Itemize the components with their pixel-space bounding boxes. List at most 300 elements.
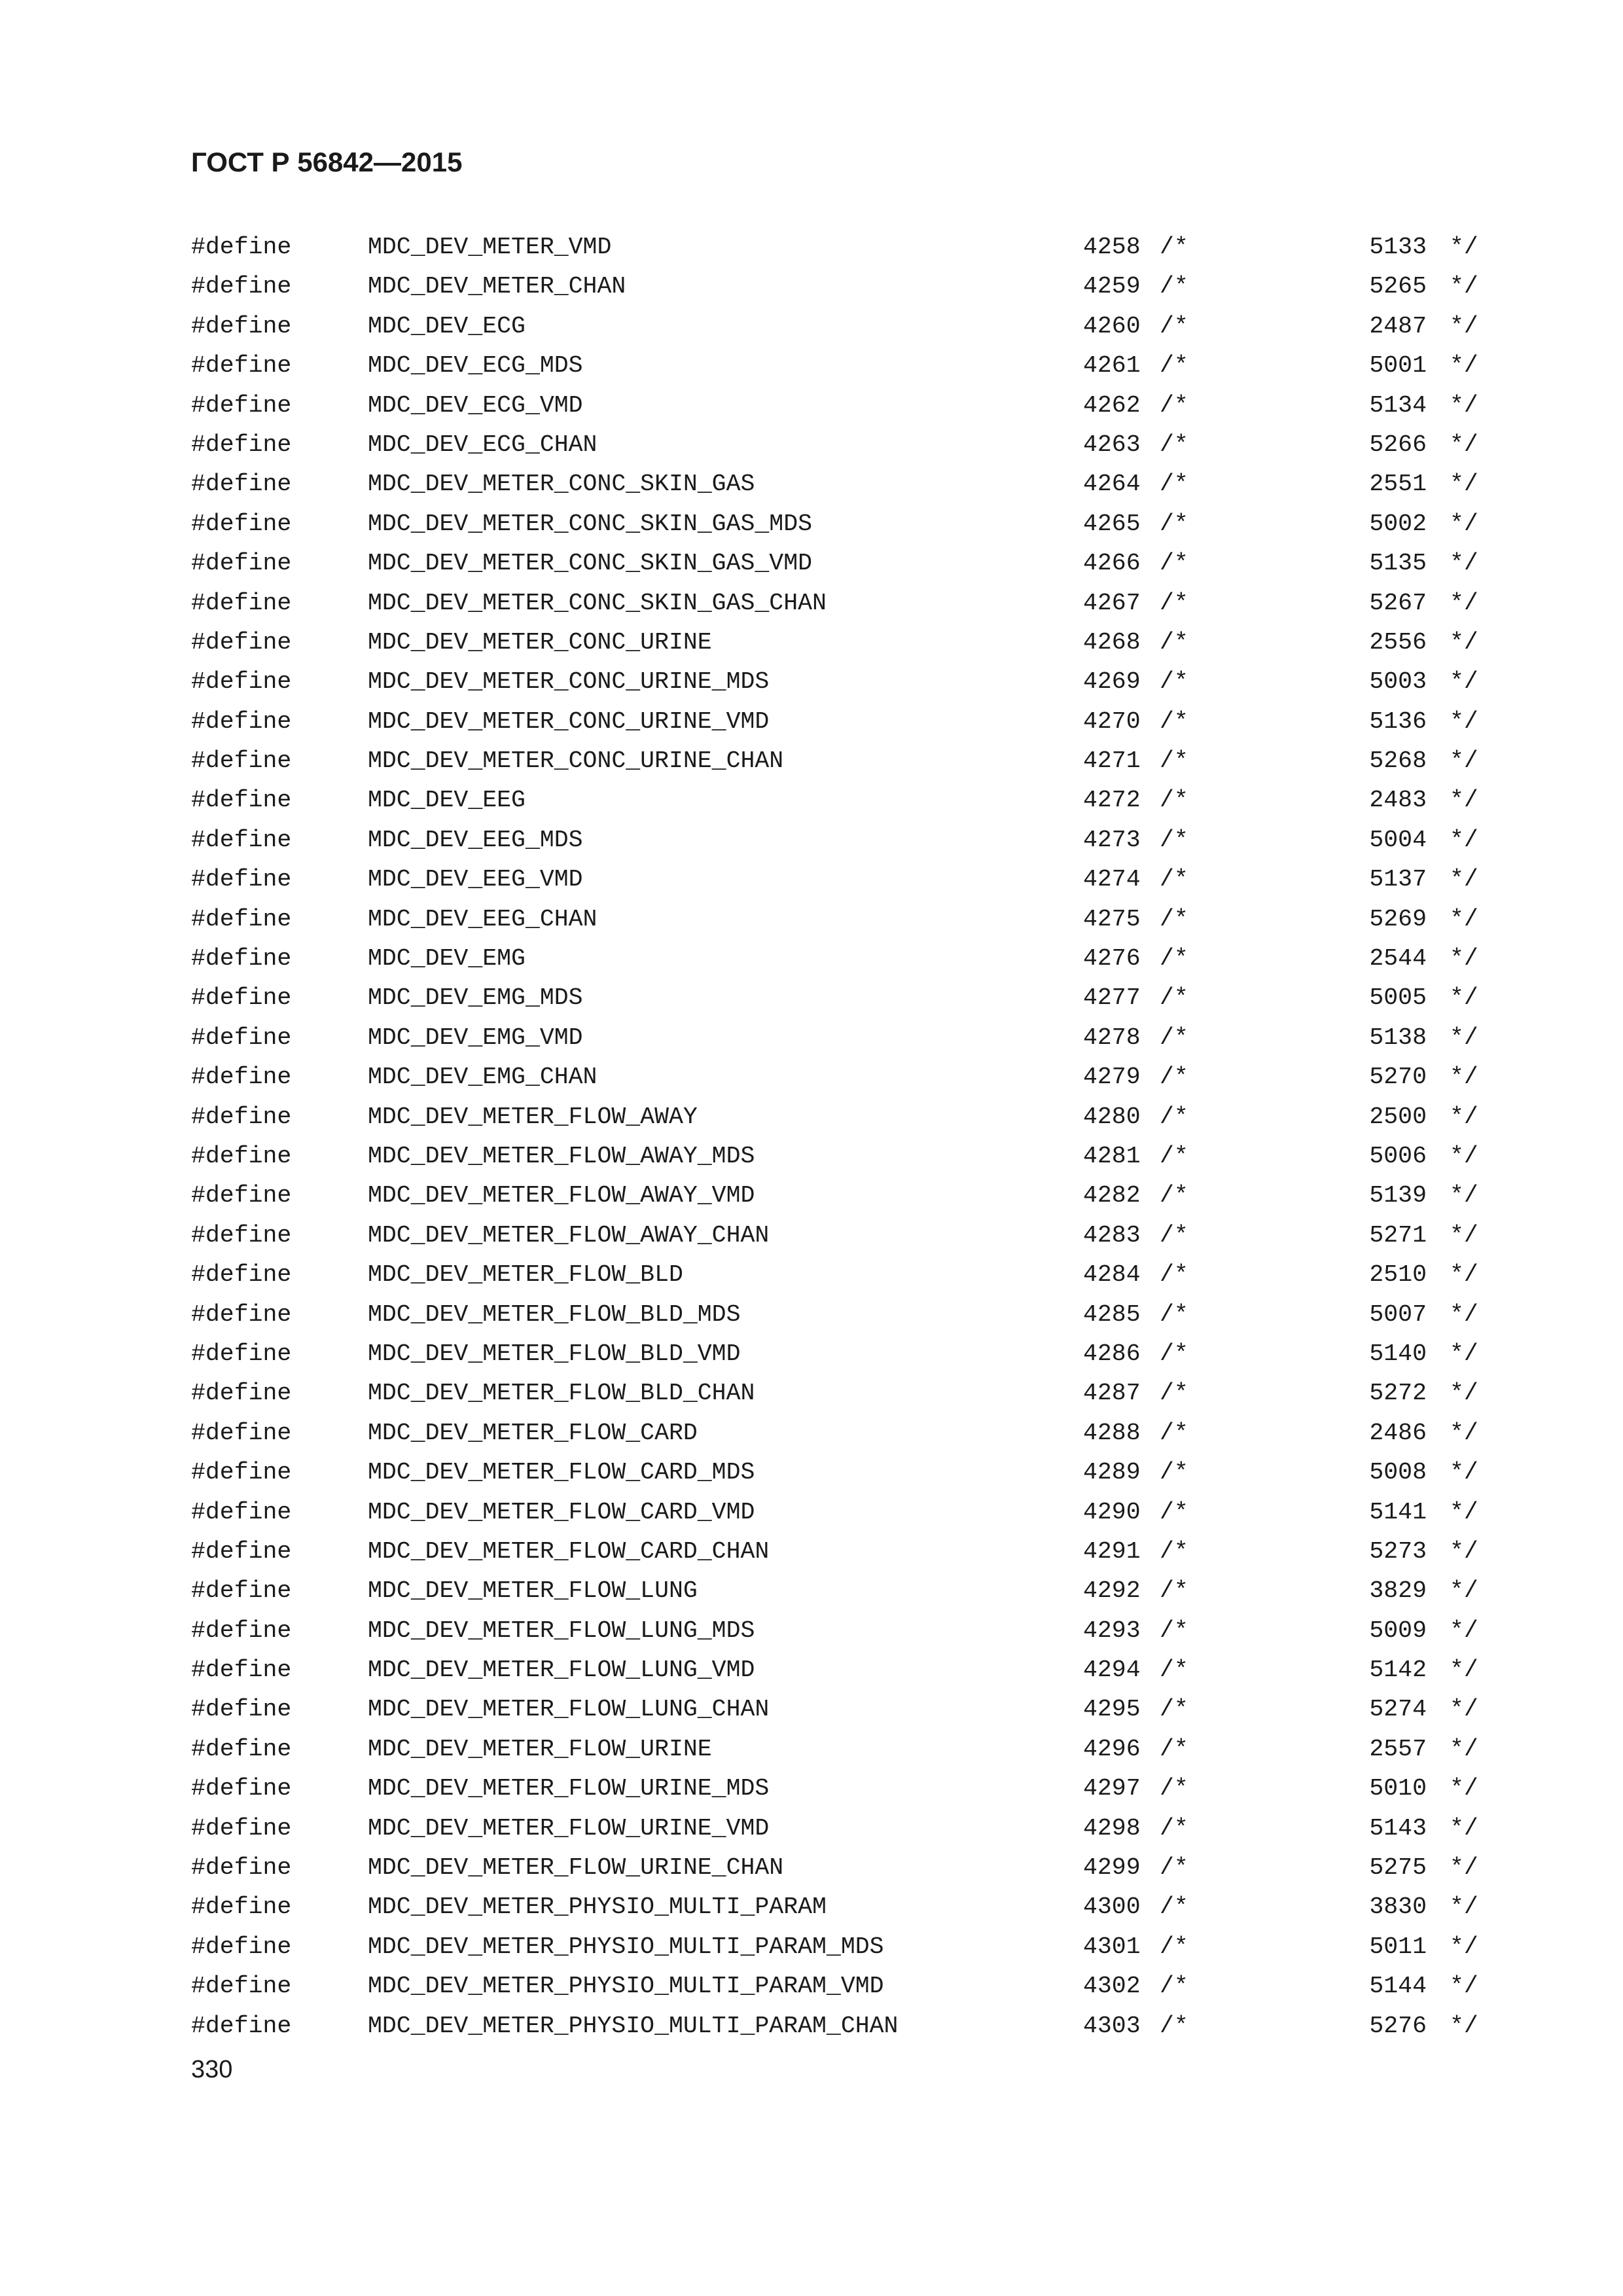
comment-close: */ — [1450, 668, 1478, 696]
comment-close: */ — [1450, 234, 1478, 260]
comment-open: /* — [1160, 1142, 1188, 1170]
comment-reference: 5001 — [1369, 352, 1427, 380]
comment-close: */ — [1450, 1933, 1478, 1960]
comment-close: */ — [1450, 352, 1478, 380]
macro-name: MDC_DEV_METER_FLOW_LUNG — [368, 1577, 698, 1605]
code-line — [0, 1216, 1623, 1255]
comment-close: */ — [1450, 826, 1478, 853]
define-keyword: #define — [191, 2012, 292, 2039]
comment-close: */ — [1450, 1854, 1478, 1882]
comment-close: */ — [1450, 471, 1478, 498]
comment-open: /* — [1160, 945, 1188, 973]
define-keyword: #define — [191, 1893, 292, 1921]
comment-reference: 2487 — [1369, 312, 1427, 340]
comment-reference: 5271 — [1369, 1221, 1427, 1249]
code-line — [0, 978, 1623, 1018]
define-keyword: #define — [191, 1814, 292, 1842]
macro-name: MDC_DEV_METER_FLOW_AWAY_MDS — [368, 1142, 755, 1170]
macro-name: MDC_DEV_METER_FLOW_AWAY — [368, 1103, 698, 1130]
macro-name: MDC_DEV_EEG_CHAN — [368, 905, 597, 933]
macro-name: MDC_DEV_ECG_VMD — [368, 391, 583, 419]
comment-reference: 2510 — [1369, 1261, 1427, 1289]
code-line — [0, 1058, 1623, 1097]
macro-name: MDC_DEV_ECG_MDS — [368, 352, 583, 380]
comment-open: /* — [1160, 1103, 1188, 1130]
macro-value: 4265 — [1083, 510, 1141, 537]
macro-value: 4272 — [1083, 787, 1141, 814]
comment-open: /* — [1160, 2012, 1188, 2039]
define-keyword: #define — [191, 628, 292, 656]
macro-name: MDC_DEV_EMG — [368, 945, 526, 973]
define-keyword: #define — [191, 1340, 292, 1367]
document-header — [191, 145, 462, 179]
macro-value: 4291 — [1083, 1537, 1141, 1565]
comment-close: */ — [1450, 1775, 1478, 1803]
code-line — [0, 1335, 1623, 1374]
code-line — [0, 1374, 1623, 1413]
macro-name: MDC_DEV_METER_FLOW_AWAY_CHAN — [368, 1221, 770, 1249]
code-line — [0, 1611, 1623, 1651]
define-keyword: #define — [191, 747, 292, 775]
code-listing — [0, 228, 1623, 2046]
macro-name: MDC_DEV_METER_PHYSIO_MULTI_PARAM_CHAN — [368, 2012, 899, 2039]
comment-open: /* — [1160, 826, 1188, 853]
macro-value: 4293 — [1083, 1617, 1141, 1644]
code-line — [0, 623, 1623, 662]
define-keyword: #define — [191, 589, 292, 617]
code-line — [0, 425, 1623, 465]
comment-reference: 5135 — [1369, 550, 1427, 577]
comment-close: */ — [1450, 1973, 1478, 2000]
comment-close: */ — [1450, 1380, 1478, 1407]
define-keyword: #define — [191, 273, 292, 300]
code-line — [0, 1493, 1623, 1532]
code-line — [0, 1571, 1623, 1611]
macro-name: MDC_DEV_METER_FLOW_CARD_MDS — [368, 1459, 755, 1486]
macro-value: 4275 — [1083, 905, 1141, 933]
macro-value: 4269 — [1083, 668, 1141, 696]
comment-close: */ — [1450, 1735, 1478, 1763]
comment-open: /* — [1160, 1064, 1188, 1091]
comment-reference: 2544 — [1369, 945, 1427, 973]
comment-reference: 2551 — [1369, 471, 1427, 498]
comment-close: */ — [1450, 2012, 1478, 2039]
define-keyword: #define — [191, 1024, 292, 1051]
comment-close: */ — [1450, 866, 1478, 893]
comment-close: */ — [1450, 1261, 1478, 1289]
comment-close: */ — [1450, 787, 1478, 814]
define-keyword: #define — [191, 312, 292, 340]
comment-close: */ — [1450, 1142, 1478, 1170]
comment-close: */ — [1450, 1340, 1478, 1367]
define-keyword: #define — [191, 550, 292, 577]
macro-value: 4283 — [1083, 1221, 1141, 1249]
macro-value: 4301 — [1083, 1933, 1141, 1960]
macro-name: MDC_DEV_METER_CONC_SKIN_GAS_VMD — [368, 550, 813, 577]
macro-name: MDC_DEV_EEG — [368, 787, 526, 814]
comment-open: /* — [1160, 628, 1188, 656]
define-keyword: #define — [191, 1142, 292, 1170]
comment-reference: 5276 — [1369, 2012, 1427, 2039]
code-line — [0, 346, 1623, 386]
macro-value: 4282 — [1083, 1182, 1141, 1210]
code-line — [0, 1295, 1623, 1335]
comment-open: /* — [1160, 1498, 1188, 1526]
macro-value: 4297 — [1083, 1775, 1141, 1803]
code-line — [0, 1018, 1623, 1058]
macro-name: MDC_DEV_METER_FLOW_CARD — [368, 1419, 698, 1446]
code-line — [0, 900, 1623, 939]
macro-name: MDC_DEV_METER_FLOW_LUNG_CHAN — [368, 1696, 770, 1723]
define-keyword: #define — [191, 1498, 292, 1526]
comment-reference: 5143 — [1369, 1814, 1427, 1842]
code-line — [0, 1690, 1623, 1729]
code-line — [0, 1137, 1623, 1176]
define-keyword: #define — [191, 352, 292, 380]
define-keyword: #define — [191, 431, 292, 458]
comment-reference: 5138 — [1369, 1024, 1427, 1051]
comment-reference: 5273 — [1369, 1537, 1427, 1565]
standard-title: ГОСТ Р 56842—2015 — [191, 147, 463, 177]
macro-name: MDC_DEV_METER_FLOW_BLD_CHAN — [368, 1380, 755, 1407]
code-line — [0, 662, 1623, 702]
macro-value: 4292 — [1083, 1577, 1141, 1605]
comment-close: */ — [1450, 589, 1478, 617]
define-keyword: #define — [191, 1380, 292, 1407]
comment-open: /* — [1160, 1024, 1188, 1051]
code-line — [0, 939, 1623, 978]
comment-close: */ — [1450, 1221, 1478, 1249]
comment-reference: 5142 — [1369, 1657, 1427, 1684]
macro-value: 4268 — [1083, 628, 1141, 656]
comment-close: */ — [1450, 628, 1478, 656]
define-keyword: #define — [191, 787, 292, 814]
macro-value: 4259 — [1083, 273, 1141, 300]
macro-name: MDC_DEV_METER_CONC_SKIN_GAS_MDS — [368, 510, 813, 537]
define-keyword: #define — [191, 1973, 292, 2000]
macro-value: 4266 — [1083, 550, 1141, 577]
comment-open: /* — [1160, 273, 1188, 300]
comment-open: /* — [1160, 1577, 1188, 1605]
comment-reference: 5004 — [1369, 826, 1427, 853]
macro-value: 4284 — [1083, 1261, 1141, 1289]
comment-close: */ — [1450, 550, 1478, 577]
code-line — [0, 702, 1623, 742]
comment-close: */ — [1450, 905, 1478, 933]
comment-reference: 5274 — [1369, 1696, 1427, 1723]
comment-close: */ — [1450, 510, 1478, 537]
comment-reference: 5269 — [1369, 905, 1427, 933]
comment-close: */ — [1450, 1696, 1478, 1723]
comment-open: /* — [1160, 1814, 1188, 1842]
comment-reference: 5010 — [1369, 1775, 1427, 1803]
code-line — [0, 781, 1623, 820]
define-keyword: #define — [191, 1696, 292, 1723]
comment-open: /* — [1160, 550, 1188, 577]
macro-value: 4270 — [1083, 708, 1141, 735]
define-keyword: #define — [191, 1854, 292, 1882]
macro-name: MDC_DEV_METER_FLOW_URINE_VMD — [368, 1814, 770, 1842]
comment-open: /* — [1160, 391, 1188, 419]
macro-value: 4278 — [1083, 1024, 1141, 1051]
define-keyword: #define — [191, 826, 292, 853]
comment-reference: 5008 — [1369, 1459, 1427, 1486]
code-line — [0, 1255, 1623, 1295]
macro-value: 4279 — [1083, 1064, 1141, 1091]
macro-value: 4300 — [1083, 1893, 1141, 1921]
macro-name: MDC_DEV_METER_VMD — [368, 234, 612, 260]
comment-open: /* — [1160, 668, 1188, 696]
macro-value: 4281 — [1083, 1142, 1141, 1170]
comment-reference: 2557 — [1369, 1735, 1427, 1763]
comment-reference: 3829 — [1369, 1577, 1427, 1605]
code-line — [0, 1414, 1623, 1453]
comment-open: /* — [1160, 866, 1188, 893]
comment-close: */ — [1450, 1577, 1478, 1605]
define-keyword: #define — [191, 866, 292, 893]
code-line — [0, 228, 1623, 267]
macro-name: MDC_DEV_EEG_VMD — [368, 866, 583, 893]
define-keyword: #define — [191, 471, 292, 498]
define-keyword: #define — [191, 510, 292, 537]
comment-open: /* — [1160, 905, 1188, 933]
comment-close: */ — [1450, 945, 1478, 973]
comment-reference: 2500 — [1369, 1103, 1427, 1130]
comment-open: /* — [1160, 1182, 1188, 1210]
macro-value: 4274 — [1083, 866, 1141, 893]
define-keyword: #define — [191, 668, 292, 696]
comment-close: */ — [1450, 747, 1478, 775]
macro-name: MDC_DEV_METER_FLOW_BLD_VMD — [368, 1340, 741, 1367]
macro-name: MDC_DEV_METER_CONC_URINE_MDS — [368, 668, 770, 696]
code-line — [0, 1809, 1623, 1848]
comment-reference: 2486 — [1369, 1419, 1427, 1446]
comment-open: /* — [1160, 234, 1188, 260]
macro-value: 4263 — [1083, 431, 1141, 458]
comment-close: */ — [1450, 1103, 1478, 1130]
comment-open: /* — [1160, 1893, 1188, 1921]
comment-reference: 5270 — [1369, 1064, 1427, 1091]
macro-name: MDC_DEV_METER_FLOW_BLD_MDS — [368, 1300, 741, 1328]
macro-name: MDC_DEV_METER_FLOW_LUNG_VMD — [368, 1657, 755, 1684]
comment-reference: 5006 — [1369, 1142, 1427, 1170]
comment-reference: 5005 — [1369, 984, 1427, 1012]
comment-reference: 5266 — [1369, 431, 1427, 458]
macro-value: 4302 — [1083, 1973, 1141, 2000]
comment-open: /* — [1160, 1221, 1188, 1249]
macro-name: MDC_DEV_METER_FLOW_URINE_MDS — [368, 1775, 770, 1803]
code-line — [0, 742, 1623, 781]
macro-name: MDC_DEV_METER_CONC_SKIN_GAS_CHAN — [368, 589, 827, 617]
macro-value: 4273 — [1083, 826, 1141, 853]
comment-open: /* — [1160, 1657, 1188, 1684]
comment-close: */ — [1450, 431, 1478, 458]
code-line — [0, 1532, 1623, 1571]
macro-value: 4276 — [1083, 945, 1141, 973]
macro-value: 4294 — [1083, 1657, 1141, 1684]
comment-reference: 5002 — [1369, 510, 1427, 537]
comment-open: /* — [1160, 984, 1188, 1012]
macro-value: 4286 — [1083, 1340, 1141, 1367]
comment-close: */ — [1450, 1024, 1478, 1051]
comment-close: */ — [1450, 312, 1478, 340]
comment-close: */ — [1450, 1459, 1478, 1486]
comment-reference: 2556 — [1369, 628, 1427, 656]
define-keyword: #define — [191, 984, 292, 1012]
macro-value: 4264 — [1083, 471, 1141, 498]
define-keyword: #define — [191, 1617, 292, 1644]
comment-open: /* — [1160, 1340, 1188, 1367]
macro-value: 4267 — [1083, 589, 1141, 617]
code-line — [0, 465, 1623, 504]
comment-close: */ — [1450, 1182, 1478, 1210]
code-line — [0, 505, 1623, 544]
define-keyword: #define — [191, 1537, 292, 1565]
comment-close: */ — [1450, 1064, 1478, 1091]
code-line — [0, 1769, 1623, 1808]
comment-open: /* — [1160, 1854, 1188, 1882]
macro-value: 4290 — [1083, 1498, 1141, 1526]
comment-reference: 5007 — [1369, 1300, 1427, 1328]
comment-open: /* — [1160, 1380, 1188, 1407]
code-line — [0, 544, 1623, 583]
macro-name: MDC_DEV_METER_FLOW_LUNG_MDS — [368, 1617, 755, 1644]
comment-open: /* — [1160, 1459, 1188, 1486]
macro-name: MDC_DEV_METER_FLOW_CARD_VMD — [368, 1498, 755, 1526]
comment-close: */ — [1450, 391, 1478, 419]
macro-name: MDC_DEV_METER_CONC_URINE_CHAN — [368, 747, 784, 775]
comment-open: /* — [1160, 1933, 1188, 1960]
comment-reference: 5144 — [1369, 1973, 1427, 2000]
macro-name: MDC_DEV_EEG_MDS — [368, 826, 583, 853]
comment-reference: 5267 — [1369, 589, 1427, 617]
define-keyword: #define — [191, 1933, 292, 1960]
define-keyword: #define — [191, 1419, 292, 1446]
comment-reference: 5139 — [1369, 1182, 1427, 1210]
macro-value: 4296 — [1083, 1735, 1141, 1763]
comment-close: */ — [1450, 1893, 1478, 1921]
comment-open: /* — [1160, 1537, 1188, 1565]
define-keyword: #define — [191, 1459, 292, 1486]
comment-reference: 5134 — [1369, 391, 1427, 419]
comment-open: /* — [1160, 510, 1188, 537]
code-line — [0, 267, 1623, 306]
comment-close: */ — [1450, 273, 1478, 300]
comment-open: /* — [1160, 1775, 1188, 1803]
define-keyword: #define — [191, 1775, 292, 1803]
code-line — [0, 307, 1623, 346]
macro-name: MDC_DEV_METER_CONC_SKIN_GAS — [368, 471, 755, 498]
comment-open: /* — [1160, 1300, 1188, 1328]
code-line — [0, 1176, 1623, 1215]
comment-close: */ — [1450, 1657, 1478, 1684]
macro-value: 4260 — [1083, 312, 1141, 340]
code-line — [0, 386, 1623, 425]
define-keyword: #define — [191, 1221, 292, 1249]
macro-name: MDC_DEV_METER_PHYSIO_MULTI_PARAM — [368, 1893, 827, 1921]
define-keyword: #define — [191, 1577, 292, 1605]
macro-value: 4277 — [1083, 984, 1141, 1012]
code-line — [0, 1651, 1623, 1690]
code-line — [0, 1453, 1623, 1492]
macro-name: MDC_DEV_EMG_VMD — [368, 1024, 583, 1051]
macro-name: MDC_DEV_METER_FLOW_CARD_CHAN — [368, 1537, 770, 1565]
comment-open: /* — [1160, 787, 1188, 814]
comment-open: /* — [1160, 431, 1188, 458]
macro-value: 4262 — [1083, 391, 1141, 419]
macro-name: MDC_DEV_METER_PHYSIO_MULTI_PARAM_MDS — [368, 1933, 884, 1960]
macro-value: 4299 — [1083, 1854, 1141, 1882]
comment-reference: 5011 — [1369, 1933, 1427, 1960]
comment-reference: 5136 — [1369, 708, 1427, 735]
macro-name: MDC_DEV_METER_CHAN — [368, 273, 626, 300]
define-keyword: #define — [191, 945, 292, 973]
macro-name: MDC_DEV_METER_PHYSIO_MULTI_PARAM_VMD — [368, 1973, 884, 2000]
macro-value: 4258 — [1083, 234, 1141, 260]
macro-value: 4298 — [1083, 1814, 1141, 1842]
comment-close: */ — [1450, 1419, 1478, 1446]
comment-close: */ — [1450, 1300, 1478, 1328]
comment-open: /* — [1160, 747, 1188, 775]
comment-close: */ — [1450, 1498, 1478, 1526]
macro-value: 4303 — [1083, 2012, 1141, 2039]
macro-value: 4295 — [1083, 1696, 1141, 1723]
code-line — [0, 1928, 1623, 1967]
comment-reference: 5137 — [1369, 866, 1427, 893]
macro-name: MDC_DEV_METER_FLOW_URINE — [368, 1735, 712, 1763]
macro-name: MDC_DEV_METER_CONC_URINE_VMD — [368, 708, 770, 735]
define-keyword: #define — [191, 1261, 292, 1289]
code-line — [0, 1888, 1623, 1927]
macro-name: MDC_DEV_EMG_CHAN — [368, 1064, 597, 1091]
macro-name: MDC_DEV_METER_FLOW_BLD — [368, 1261, 683, 1289]
macro-name: MDC_DEV_EMG_MDS — [368, 984, 583, 1012]
comment-close: */ — [1450, 984, 1478, 1012]
comment-close: */ — [1450, 708, 1478, 735]
code-line — [0, 2007, 1623, 2046]
code-line — [0, 1730, 1623, 1769]
comment-open: /* — [1160, 352, 1188, 380]
define-keyword: #define — [191, 1182, 292, 1210]
comment-open: /* — [1160, 471, 1188, 498]
macro-value: 4285 — [1083, 1300, 1141, 1328]
comment-open: /* — [1160, 1419, 1188, 1446]
code-line — [0, 1848, 1623, 1888]
macro-value: 4289 — [1083, 1459, 1141, 1486]
define-keyword: #define — [191, 905, 292, 933]
comment-close: */ — [1450, 1814, 1478, 1842]
define-keyword: #define — [191, 234, 292, 260]
code-line — [0, 584, 1623, 623]
macro-name: MDC_DEV_METER_CONC_URINE — [368, 628, 712, 656]
macro-name: MDC_DEV_ECG — [368, 312, 526, 340]
comment-reference: 5272 — [1369, 1380, 1427, 1407]
define-keyword: #define — [191, 1064, 292, 1091]
comment-open: /* — [1160, 1696, 1188, 1723]
comment-close: */ — [1450, 1617, 1478, 1644]
macro-value: 4261 — [1083, 352, 1141, 380]
macro-value: 4288 — [1083, 1419, 1141, 1446]
code-line — [0, 1098, 1623, 1137]
comment-open: /* — [1160, 1617, 1188, 1644]
comment-open: /* — [1160, 589, 1188, 617]
define-keyword: #define — [191, 1300, 292, 1328]
comment-reference: 5140 — [1369, 1340, 1427, 1367]
comment-reference: 2483 — [1369, 787, 1427, 814]
comment-reference: 5268 — [1369, 747, 1427, 775]
macro-name: MDC_DEV_METER_FLOW_AWAY_VMD — [368, 1182, 755, 1210]
macro-value: 4280 — [1083, 1103, 1141, 1130]
